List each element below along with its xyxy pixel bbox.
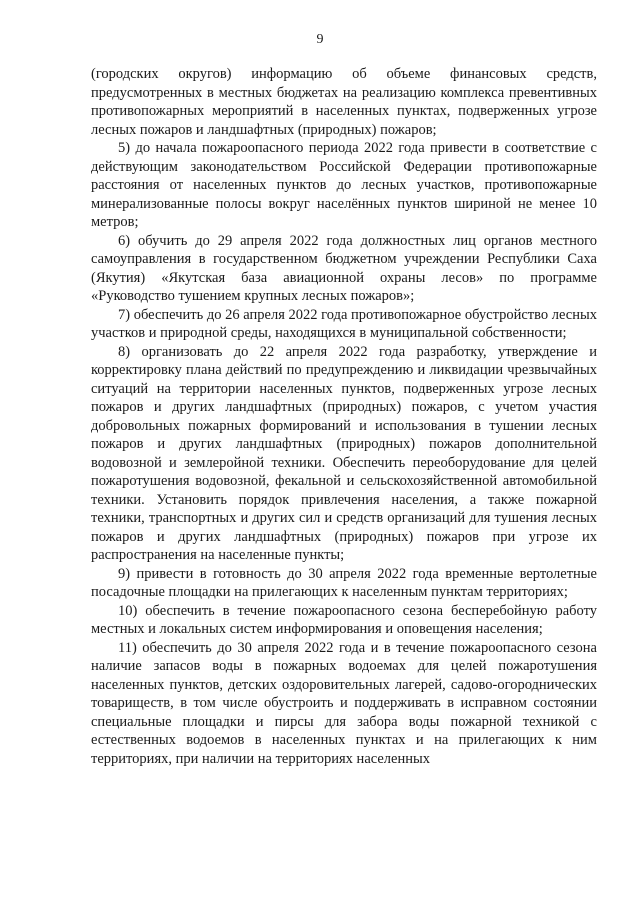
document-body	[91, 65, 597, 768]
page-number: 9	[316, 32, 324, 47]
paragraph-continuation: (городских округов) информацию об объеме финансовых средств, предусмотренных в местных бюджетах на реализацию комплекса превентивных противопожарных мероприятий в населенных пунктах, подверженных угрозе лесных пожаров и ландшафтных (природных) пожаров;	[91, 66, 597, 138]
paragraph-item-6: 6) обучить до 29 апреля 2022 года должностных лиц органов местного самоуправления в государственном бюджетном учреждении Республики Саха (Якутия) «Якутская база авиационной охраны лесов» по программе «Руководство тушением крупных лесных пожаров»;	[91, 232, 597, 304]
paragraph-item-5: 5) до начала пожароопасного периода 2022 года привести в соответствие с действующим законодательством Российской Федерации противопожарные расстояния от населенных пунктов до лесных участков, противопожарные минерализованные полосы вокруг населённых пунктов шириной не менее 10 метров;	[91, 140, 597, 230]
paragraph-item-7: 7) обеспечить до 26 апреля 2022 года противопожарное обустройство лесных участков и природной среды, находящихся в муниципальной собственности;	[91, 306, 597, 341]
paragraph-item-10: 10) обеспечить в течение пожароопасного сезона бесперебойную работу местных и локальных систем информирования и оповещения населения;	[91, 602, 597, 637]
paragraph-item-11: 11) обеспечить до 30 апреля 2022 года и в течение пожароопасного сезона наличие запасов воды в пожарных водоемах для целей пожаротушения населенных пунктов, детских оздоровительных лагерей, садово-огороднических товариществ, в том числе обустроить и поддерживать в исправном состоянии специальные площадки и пирсы для забора воды пожарной техникой с естественных водоемов в населенных пунктах и на прилегающих к ним территориях, при наличии на территориях населенных	[91, 639, 597, 767]
paragraph-item-9: 9) привести в готовность до 30 апреля 2022 года временные вертолетные посадочные площадки на прилегающих к населенным пунктам территориях;	[91, 565, 597, 600]
paragraph-item-8: 8) организовать до 22 апреля 2022 года разработку, утверждение и корректировку плана действий по предупреждению и ликвидации чрезвычайных ситуаций на территории населенных пунктов, подверженных угрозе лесных пожаров и других ландшафтных (природных) пожаров, с учетом участия добровольных пожарных формирований и использования в тушении лесных пожаров и других ландшафтных (природных) пожаров дополнительной водовозной и землеройной техники. Обеспечить переоборудование для целей пожаротушения водовозной, фекальной и сельскохозяйственной автомобильной техники. Установить порядок привлечения населения, а также пожарной техники, транспортных и других сил и средств организаций для тушения лесных пожаров и других ландшафтных (природных) пожаров при угрозе их распространения на населенные пункты;	[91, 343, 597, 563]
